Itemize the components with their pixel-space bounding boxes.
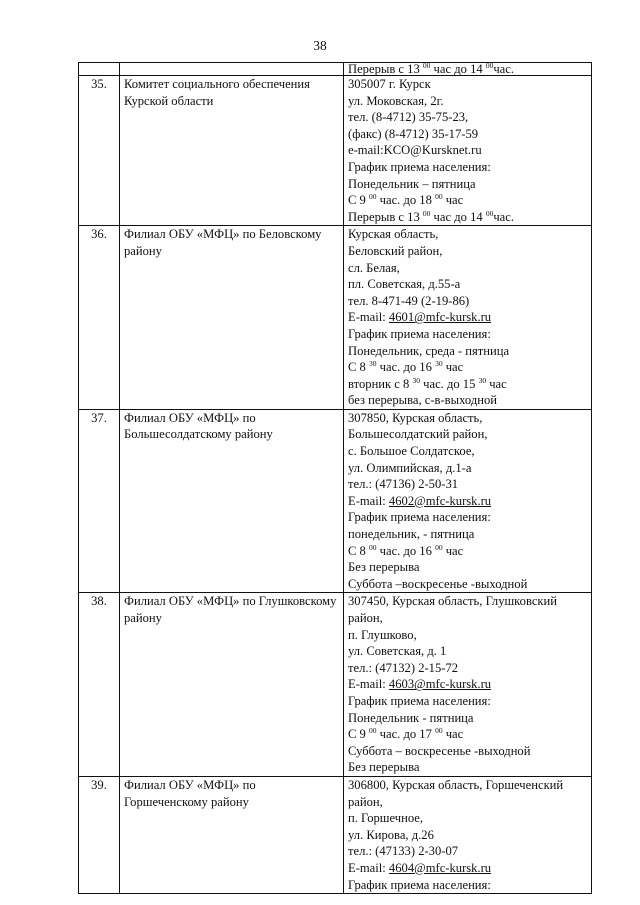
info-text: С 8 — [348, 360, 369, 375]
row-number: 39. — [79, 776, 120, 893]
info-line — [348, 660, 587, 677]
info-text: С 8 — [348, 543, 369, 558]
info-line — [348, 827, 587, 844]
info-line — [348, 759, 587, 776]
info-text: Беловский район, — [348, 243, 443, 258]
contact-info — [344, 776, 592, 893]
info-text: час. до 16 — [376, 543, 436, 558]
info-line — [348, 493, 587, 510]
cell-number — [79, 63, 120, 76]
organization-name: Филиал ОБУ «МФЦ» по Беловскому району — [120, 226, 344, 410]
info-text: 306800, Курская область, Горшеченский — [348, 777, 564, 792]
row-number: 37. — [79, 409, 120, 593]
table-row — [79, 593, 592, 777]
page-number: 38 — [313, 38, 327, 53]
info-line — [348, 443, 587, 460]
info-text: (факс) (8-4712) 35-17-59 — [348, 126, 479, 141]
time-minutes: 00 — [485, 208, 494, 218]
info-text: С 9 — [348, 193, 369, 208]
info-text: час — [486, 376, 507, 391]
info-text: час. до 15 — [420, 376, 479, 391]
info-line — [348, 777, 587, 794]
info-text: Перерыв с 13 — [348, 209, 423, 224]
info-line — [348, 176, 587, 193]
info-line — [348, 93, 587, 110]
info-line — [348, 343, 587, 360]
info-line — [348, 693, 587, 710]
info-line — [348, 476, 587, 493]
info-line — [348, 209, 587, 226]
info-line — [348, 243, 587, 260]
info-line — [348, 627, 587, 644]
organization-name: Филиал ОБУ «МФЦ» по Большесолдатскому району — [120, 409, 344, 593]
info-line — [348, 726, 587, 743]
info-line — [348, 109, 587, 126]
info-text: час до 14 — [430, 209, 486, 224]
info-text: сл. Белая, — [348, 260, 400, 275]
info-line — [348, 126, 587, 143]
time-minutes: 00 — [485, 61, 494, 70]
time-minutes: 00 — [369, 542, 377, 552]
info-text: E-mail: — [348, 493, 389, 508]
info-line — [348, 76, 587, 93]
contact-info — [344, 409, 592, 593]
info-text: E-mail: — [348, 310, 389, 325]
info-text: Понедельник, среда - пятница — [348, 343, 510, 358]
row-number: 38. — [79, 593, 120, 777]
info-text: ул. Советская, д. 1 — [348, 644, 447, 659]
table-body — [79, 63, 592, 894]
info-text: район, — [348, 611, 383, 625]
info-line — [348, 63, 587, 75]
info-line — [348, 676, 587, 693]
time-minutes: 00 — [422, 61, 431, 70]
time-minutes: 00 — [369, 192, 377, 202]
info-text: тел.: (47133) 2-30-07 — [348, 844, 459, 859]
info-text: График приема населения: — [348, 159, 491, 174]
info-text: понедельник, - пятница — [348, 527, 475, 542]
time-minutes: 30 — [435, 359, 443, 369]
info-text: ул. Олимпийская, д.1-а — [348, 460, 472, 475]
info-text: пл. Советская, д.55-а — [348, 277, 461, 292]
info-text: 307850, Курская область, — [348, 410, 483, 425]
info-text: тел.: (47132) 2-15-72 — [348, 660, 459, 675]
info-text: тел. 8-471-49 (2-19-86) — [348, 293, 470, 308]
info-line — [348, 226, 587, 243]
info-line — [348, 410, 587, 427]
info-text: час — [442, 360, 464, 375]
time-minutes: 30 — [412, 375, 420, 385]
info-line — [348, 260, 587, 277]
info-line — [348, 743, 587, 760]
organization-name: Филиал ОБУ «МФЦ» по Глушковскому району — [120, 593, 344, 777]
time-minutes: 00 — [435, 542, 443, 552]
info-text: час — [442, 543, 464, 558]
info-line — [348, 309, 587, 326]
info-line — [348, 576, 587, 593]
info-text: Курская область, — [348, 227, 439, 242]
info-line — [348, 426, 587, 443]
info-text: Суббота – воскресенье -выходной — [348, 743, 531, 758]
time-minutes: 00 — [422, 208, 431, 218]
table-row — [79, 63, 592, 76]
info-line — [348, 794, 587, 811]
organization-name: Комитет социального обеспечения Курской области — [120, 76, 344, 226]
organization-name: Филиал ОБУ «МФЦ» по Горшеченскому району — [120, 776, 344, 893]
info-text: тел.: (47136) 2-50-31 — [348, 477, 459, 492]
info-line — [348, 843, 587, 860]
info-line — [348, 810, 587, 827]
info-text: п. Горшечное, — [348, 811, 424, 826]
cell-name — [120, 63, 344, 76]
info-line — [348, 359, 587, 376]
info-text: График приема населения: — [348, 510, 491, 525]
info-text: С 9 — [348, 727, 369, 742]
email-link[interactable]: 4602@mfc-kursk.ru — [388, 493, 492, 508]
info-line — [348, 860, 587, 877]
info-text: График приема населения: — [348, 693, 491, 708]
info-text: График приема населения: — [348, 877, 491, 892]
info-text: Понедельник - пятница — [348, 710, 474, 725]
info-line — [348, 593, 587, 610]
info-text: Без перерыва — [348, 760, 420, 775]
info-text: вторник с 8 — [348, 376, 413, 391]
info-text: e-mail:KCO@Kursknet.ru — [348, 143, 482, 158]
info-text: Понедельник – пятница — [348, 176, 476, 191]
table-row — [79, 76, 592, 226]
info-text: час. — [493, 62, 514, 76]
info-text: без перерыва, с-в-выходной — [348, 393, 498, 408]
info-text: Перерыв с 13 — [348, 62, 423, 76]
info-text: Без перерыва — [348, 560, 420, 575]
info-text: График приема населения: — [348, 326, 491, 341]
info-text: Большесолдатский район, — [348, 427, 488, 442]
info-text: час. до 16 — [376, 360, 436, 375]
info-text: час. до 18 — [376, 193, 436, 208]
info-line — [348, 877, 587, 894]
offices-table — [78, 62, 592, 894]
info-text: с. Большое Солдатское, — [348, 444, 475, 459]
email-link[interactable]: 4604@mfc-kursk.ru — [388, 860, 492, 875]
info-text: E-mail: — [348, 677, 389, 692]
table-row — [79, 226, 592, 410]
info-line — [348, 460, 587, 477]
info-line — [348, 376, 587, 393]
time-minutes: 30 — [369, 359, 377, 369]
info-text: час. — [493, 209, 514, 224]
info-text: час. до 17 — [376, 727, 436, 742]
info-text: п. Глушково, — [348, 627, 417, 642]
info-text: час — [442, 727, 464, 742]
info-line — [348, 610, 587, 627]
info-text: час — [442, 193, 464, 208]
time-minutes: 30 — [478, 375, 487, 385]
info-line — [348, 276, 587, 293]
table-row — [79, 409, 592, 593]
contact-info — [344, 76, 592, 226]
info-line — [348, 643, 587, 660]
info-line — [348, 710, 587, 727]
info-line — [348, 293, 587, 310]
info-text: ул. Моковская, 2г. — [348, 93, 444, 108]
info-text: Суббота –воскресенье -выходной — [348, 576, 528, 591]
info-line — [348, 326, 587, 343]
info-line — [348, 543, 587, 560]
info-text: час до 14 — [430, 62, 486, 76]
row-number: 35. — [79, 76, 120, 226]
info-line — [348, 192, 587, 209]
time-minutes: 00 — [369, 726, 377, 736]
email-link[interactable]: 4603@mfc-kursk.ru — [388, 677, 492, 692]
table-row — [79, 776, 592, 893]
time-minutes: 00 — [435, 726, 443, 736]
info-text: ул. Кирова, д.26 — [348, 827, 434, 842]
info-text: E-mail: — [348, 860, 389, 875]
info-text: 307450, Курская область, Глушковский — [348, 594, 558, 609]
contact-info — [344, 226, 592, 410]
info-text: 305007 г. Курск — [348, 77, 431, 91]
info-line — [348, 559, 587, 576]
contact-info — [344, 593, 592, 777]
cell-info — [344, 63, 592, 76]
info-text: тел. (8-4712) 35-75-23, — [348, 110, 469, 125]
row-number: 36. — [79, 226, 120, 410]
email-link[interactable]: 4601@mfc-kursk.ru — [388, 310, 492, 325]
info-line — [348, 509, 587, 526]
info-line — [348, 159, 587, 176]
info-line — [348, 526, 587, 543]
time-minutes: 00 — [435, 192, 443, 202]
info-line — [348, 142, 587, 159]
info-text: район, — [348, 794, 383, 809]
info-line — [348, 392, 587, 409]
